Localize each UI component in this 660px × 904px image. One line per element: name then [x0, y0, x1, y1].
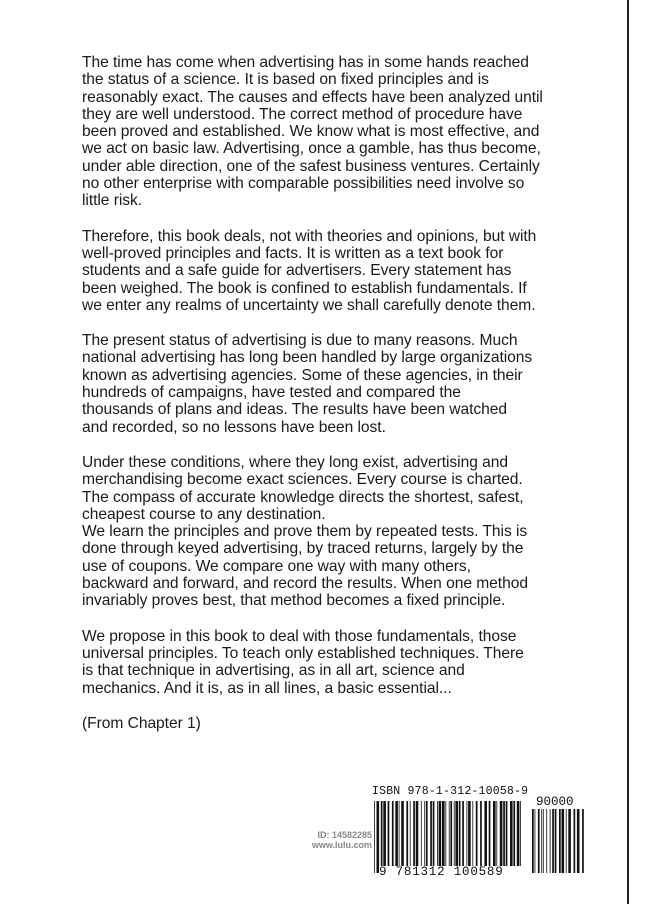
barcode-bar: [568, 809, 571, 873]
barcode-bar: [413, 801, 415, 873]
lulu-id-label: ID: 14582285: [317, 830, 372, 840]
isbn-barcode: [374, 801, 522, 873]
barcode-bar: [454, 801, 455, 873]
barcode-bar: [437, 801, 438, 873]
barcode-bar: [555, 809, 557, 873]
barcode-bar: [377, 801, 380, 873]
barcode-bar: [566, 809, 567, 873]
barcode-bar: [468, 801, 471, 873]
barcode-bar: [381, 801, 383, 873]
back-cover-blurb: [82, 54, 602, 750]
barcode-bar: [489, 801, 491, 873]
barcode-bar: [406, 801, 408, 873]
barcode-bar: [410, 801, 411, 873]
lulu-site: www.lulu.com: [311, 840, 372, 850]
blurb-paragraph-2: Therefore, this book deals, not with theories and opinions, but with well-proved principles and facts. It is written as a text book for students and a safe guide for advertisers. Every statement has been weighed. The book is confined to establish fundamentals. If we enter any realms of uncertainty we shall carefully denote them.: [82, 227, 537, 314]
barcode-bar: [445, 801, 446, 873]
barcode-bar: [442, 801, 445, 873]
barcode-bar: [399, 801, 400, 873]
blurb-paragraph-3: The present status of advertising is due to many reasons. Much national advertising has long been handled by large organizations known as advertising agencies. Some of these agencies, in their hundreds of campaigns, have tested and compared the thousands of plans and ideas. The results have been watched and recorded, so no lessons have been lost.: [82, 332, 533, 436]
barcode-bar: [503, 801, 505, 873]
barcode-bar: [520, 801, 521, 873]
barcode-bar: [388, 801, 390, 873]
barcode-bar: [543, 809, 544, 873]
barcode-bar: [383, 801, 386, 873]
barcode-bar: [459, 801, 461, 873]
barcode-bar: [424, 801, 425, 873]
blurb-paragraph-5: We learn the principles and prove them by repeated tests. This is done through keyed advertising, by traced returns, largely by the use of coupons. We compare one way with many others, backward and forward, and record the results. When one method invariably proves best, that method becomes a fixed principle.: [82, 523, 528, 610]
barcode-digits: 9 781312 100589: [379, 866, 521, 879]
barcode-bar: [462, 801, 464, 873]
lulu-id-block: [282, 830, 372, 850]
barcode-bar: [374, 801, 375, 873]
barcode-bar: [510, 801, 513, 873]
barcode-bar: [426, 801, 428, 873]
barcode-bar: [395, 801, 398, 873]
barcode-bar: [535, 809, 536, 873]
barcode-bar: [500, 801, 503, 873]
barcode-bar: [472, 801, 473, 873]
barcode-bar: [546, 809, 547, 873]
barcode-bar: [574, 809, 576, 873]
barcode-bar: [392, 801, 394, 873]
barcode-bar: [552, 809, 554, 873]
chapter-source: (From Chapter 1): [82, 714, 201, 732]
spine-edge-line: [627, 0, 629, 904]
barcode-bar: [484, 801, 487, 873]
barcode-bar: [480, 801, 482, 873]
barcode-bar: [476, 801, 478, 873]
barcode-bar: [538, 809, 540, 873]
barcode-bar: [550, 809, 551, 873]
barcode-bar: [439, 801, 442, 873]
barcode-bar: [513, 801, 515, 873]
barcode-bar: [433, 801, 435, 873]
barcode-bar: [401, 801, 404, 873]
barcode-bar: [450, 801, 452, 873]
blurb-paragraph-6: We propose in this book to deal with those fundamentals, those universal principles. To teach only established techniques. There is that technique in advertising, as in all art, science and mechanics. And it is, as in all lines, a basic essential...: [82, 627, 524, 697]
barcode-bar: [577, 809, 580, 873]
barcode-bar: [506, 801, 508, 873]
barcode-bar: [430, 801, 432, 873]
barcode-bar: [449, 801, 450, 873]
barcode-bar: [493, 801, 496, 873]
barcode-bar: [582, 809, 584, 873]
barcode-bar: [541, 809, 542, 873]
barcode-bar: [517, 801, 520, 873]
price-code: 90000: [536, 795, 574, 809]
barcode-bar: [467, 801, 468, 873]
barcode-bar: [559, 809, 561, 873]
blurb-paragraph-1: The time has come when advertising has in some hands reached the status of a science. It is based on fixed principles and is reasonably exact. The causes and effects have been analyzed until they are well understood. The correct method of procedure have been proved and established. We know what is most effective, and we act on basic law. Advertising, once a gamble, has thus become, under able direction, one of the safest business ventures. Certainly no other enterprise with comparable possibilities need involve so little risk.: [82, 54, 543, 210]
isbn-label: ISBN 978-1-312-10058-9: [372, 785, 529, 798]
blurb-paragraph-4: Under these conditions, where they long exist, advertising and merchandising become exact sciences. Every course is charted. The compass of accurate knowledge directs the shortest, safest, cheapest course to any destination.: [82, 453, 524, 523]
barcode-bar: [532, 809, 534, 873]
barcode-bar: [496, 801, 497, 873]
barcode-bar: [562, 809, 565, 873]
barcode-bar: [416, 801, 419, 873]
barcode-bar: [421, 801, 422, 873]
price-barcode: [532, 809, 584, 873]
barcode-bar: [455, 801, 458, 873]
